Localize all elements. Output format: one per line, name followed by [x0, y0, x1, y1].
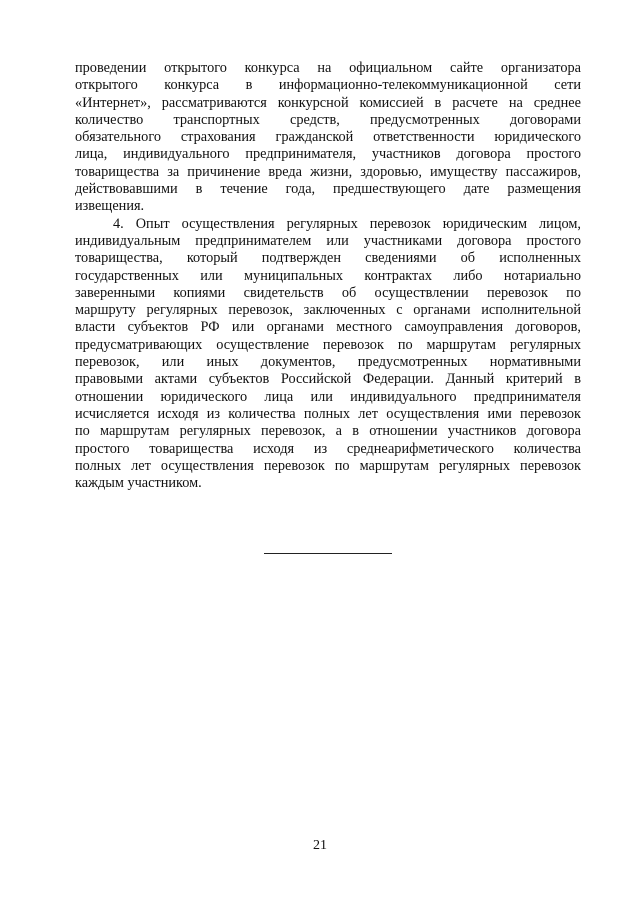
text-line: количество транспортных средств, предусмотренных договорами — [75, 111, 581, 128]
text-line: простого товарищества исходя из среднеарифметического количества — [75, 440, 581, 457]
body-text — [75, 60, 581, 492]
text-line: товарищества, который подтвержден сведениями об исполненных — [75, 250, 581, 267]
paragraph-continuation — [75, 60, 581, 216]
end-of-text-separator — [264, 553, 392, 554]
paragraph-4 — [75, 216, 581, 493]
page-number: 21 — [313, 838, 327, 853]
text-line: государственных или муниципальных контрактах либо нотариально — [75, 267, 581, 284]
text-line: по маршрутам регулярных перевозок, а в отношении участников договора — [75, 423, 581, 440]
text-line: отношении юридического лица или индивидуального предпринимателя — [75, 388, 581, 405]
text-line: обязательного страхования гражданской ответственности юридического — [75, 129, 581, 146]
text-line: «Интернет», рассматриваются конкурсной комиссией в расчете на среднее — [75, 94, 581, 111]
text-line: каждым участником. — [75, 475, 202, 492]
text-line: действовавшими в течение года, предшествующего дате размещения — [75, 181, 581, 198]
text-line: лица, индивидуального предпринимателя, участников договора простого — [75, 146, 581, 163]
text-line: 4. Опыт осуществления регулярных перевозок юридическим лицом, — [113, 215, 581, 232]
text-line: проведении открытого конкурса на официальном сайте организатора — [75, 60, 581, 76]
text-line: заверенными копиями свидетельств об осуществлении перевозок по — [75, 284, 581, 301]
text-line: перевозок, или иных документов, предусмотренных нормативными — [75, 354, 581, 371]
text-line: исчисляется исходя из количества полных лет осуществления ими перевозок — [75, 405, 581, 422]
text-line: правовыми актами субъектов Российской Федерации. Данный критерий в — [75, 371, 581, 388]
text-line: товарищества за причинение вреда жизни, здоровью, имуществу пассажиров, — [75, 163, 581, 180]
text-line: маршруту регулярных перевозок, заключенных с органами исполнительной — [75, 302, 581, 319]
text-line: власти субъектов РФ или органами местного самоуправления договоров, — [75, 319, 581, 336]
text-line: извещения. — [75, 198, 145, 215]
text-line: предусматривающих осуществление перевозок по маршрутам регулярных — [75, 336, 581, 353]
text-line: полных лет осуществления перевозок по маршрутам регулярных перевозок — [75, 457, 581, 474]
text-line: открытого конкурса в информационно-телекоммуникационной сети — [75, 77, 581, 94]
text-line: индивидуальным предпринимателем или участниками договора простого — [75, 232, 581, 249]
